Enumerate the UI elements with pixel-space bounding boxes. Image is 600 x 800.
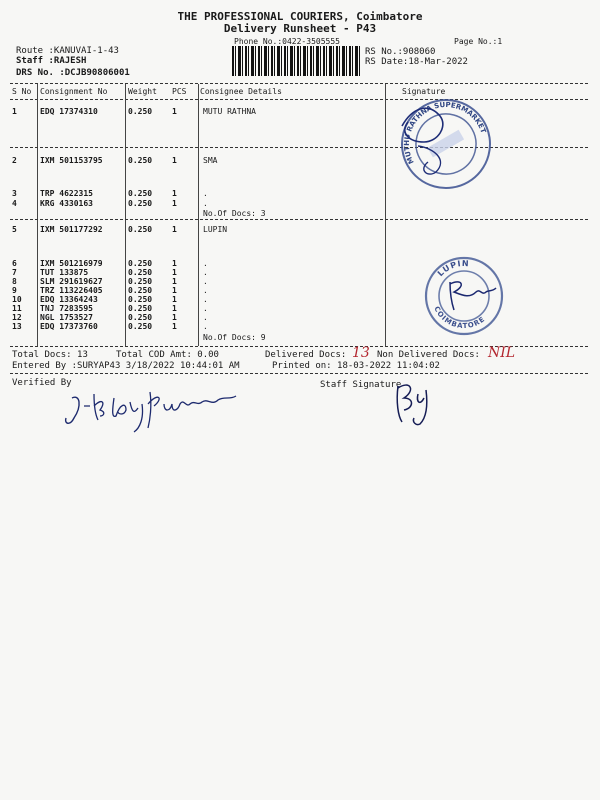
cell-consignee: . [203, 286, 208, 295]
cell-consignee: . [203, 268, 208, 277]
cell-weight: 0.250 [128, 277, 153, 286]
cell-weight: 0.250 [128, 259, 153, 268]
verified-by-signature [60, 384, 250, 444]
cell-sno: 13 [12, 322, 22, 331]
cell-sno: 12 [12, 313, 22, 322]
table-header-row [0, 87, 600, 97]
cell-consignment: NGL 1753527 [40, 313, 93, 322]
staff-info: Staff :RAJESH [16, 56, 87, 66]
cell-consignment: IXM 501153795 [40, 156, 103, 165]
cell-pcs: 1 [172, 304, 177, 313]
cell-consignment: IXM 501216979 [40, 259, 103, 268]
docs-count-note: No.Of Docs: 9 [203, 333, 266, 342]
cell-consignment: TUT 133875 [40, 268, 89, 277]
cell-sno: 10 [12, 295, 22, 304]
cell-consignment: EDQ 17373760 [40, 322, 98, 331]
table-row [0, 322, 600, 332]
cell-consignee: . [203, 304, 208, 313]
cell-sno: 9 [12, 286, 17, 295]
cell-pcs: 1 [172, 199, 177, 208]
cell-consignee: LUPIN [203, 225, 228, 234]
cell-sno: 5 [12, 225, 17, 234]
lupin-stamp [420, 252, 510, 342]
table-row [0, 107, 600, 117]
cell-sno: 2 [12, 156, 17, 165]
group-note-row [0, 333, 600, 343]
cell-pcs: 1 [172, 189, 177, 198]
total-cod-amount: Total COD Amt: 0.00 [116, 350, 219, 360]
staff-signature [390, 376, 440, 428]
cell-consignee: SMA [203, 156, 218, 165]
cell-consignment: TRZ 113226405 [40, 286, 103, 295]
cell-pcs: 1 [172, 225, 177, 234]
cell-pcs: 1 [172, 268, 177, 277]
cell-weight: 0.250 [128, 286, 153, 295]
document-title: THE PROFESSIONAL COURIERS, Coimbatore [177, 10, 423, 23]
cell-pcs: 1 [172, 313, 177, 322]
cell-weight: 0.250 [128, 156, 153, 165]
table-row [0, 225, 600, 235]
svg-text:COIMBATORE: COIMBATORE [432, 305, 487, 331]
table-row [0, 189, 600, 199]
rs-date: RS Date:18-Mar-2022 [365, 57, 468, 67]
total-docs: Total Docs: 13 [12, 350, 88, 360]
cell-pcs: 1 [172, 156, 177, 165]
rs-number: RS No.:908060 [365, 47, 436, 57]
group-note-row [0, 209, 600, 219]
cell-consignee: . [203, 322, 208, 331]
cell-sno: 3 [12, 189, 17, 198]
cell-pcs: 1 [172, 277, 177, 286]
printed-on: Printed on: 18-03-2022 11:04:02 [272, 361, 440, 371]
cell-consignment: IXM 501177292 [40, 225, 103, 234]
phone-number: Phone No.:0422-3505555 [234, 37, 340, 46]
docs-count-note: No.Of Docs: 3 [203, 209, 266, 218]
cell-consignment: TRP 4622315 [40, 189, 93, 198]
non-delivered-docs-label: Non Delivered Docs: [377, 350, 480, 360]
column-header-weight: Weight [128, 87, 157, 96]
cell-weight: 0.250 [128, 107, 153, 116]
cell-sno: 1 [12, 107, 17, 116]
document-subtitle: Delivery Runsheet - P43 [223, 22, 377, 35]
cell-consignment: EDQ 13364243 [40, 295, 98, 304]
column-header-signature: Signature [402, 87, 446, 96]
staff-signature-label: Staff Signature [320, 380, 402, 390]
cell-weight: 0.250 [128, 322, 153, 331]
drs-number: DRS No. :DCJB90806001 [16, 68, 130, 78]
svg-text:LUPIN: LUPIN [435, 258, 470, 279]
cell-weight: 0.250 [128, 295, 153, 304]
cell-consignment: KRG 4330163 [40, 199, 93, 208]
cell-weight: 0.250 [128, 199, 153, 208]
cell-weight: 0.250 [128, 189, 153, 198]
cell-sno: 4 [12, 199, 17, 208]
cell-sno: 7 [12, 268, 17, 277]
cell-consignee: . [203, 313, 208, 322]
cell-sno: 8 [12, 277, 17, 286]
cell-pcs: 1 [172, 107, 177, 116]
svg-text:MUTHU RATHNA SUPERMARKET: MUTHU RATHNA SUPERMARKET [402, 100, 488, 166]
table-header-rule [10, 99, 588, 100]
cell-sno: 11 [12, 304, 22, 313]
column-header-sno: S No [12, 87, 32, 96]
cell-pcs: 1 [172, 295, 177, 304]
column-header-consignment: Consignment No [40, 87, 108, 96]
muthu-rathna-stamp [388, 86, 498, 196]
group-separator [10, 147, 588, 148]
delivered-docs-value: 13 [352, 345, 370, 361]
cell-consignee: . [203, 199, 208, 208]
cell-consignee: MUTU RATHNA [203, 107, 256, 116]
cell-consignee: . [203, 277, 208, 286]
column-header-consignee: Consignee Details [200, 87, 282, 96]
cell-weight: 0.250 [128, 225, 153, 234]
cell-pcs: 1 [172, 286, 177, 295]
delivered-docs-label: Delivered Docs: [265, 350, 347, 360]
table-row [0, 156, 600, 166]
cell-consignment: TNJ 7283595 [40, 304, 93, 313]
cell-pcs: 1 [172, 259, 177, 268]
cell-consignment: SLM 291619627 [40, 277, 103, 286]
barcode [232, 46, 360, 76]
column-header-pcs: PCS [172, 87, 187, 96]
group-separator [10, 219, 588, 220]
cell-sno: 6 [12, 259, 17, 268]
table-row [0, 199, 600, 209]
cell-consignee: . [203, 295, 208, 304]
table-top-rule [10, 83, 588, 84]
non-delivered-docs-value: NIL [488, 345, 516, 361]
cell-weight: 0.250 [128, 268, 153, 277]
footer-rule [10, 373, 588, 374]
cell-consignment: EDQ 17374310 [40, 107, 98, 116]
cell-weight: 0.250 [128, 304, 153, 313]
page-number: Page No.:1 [454, 37, 503, 46]
cell-consignee: . [203, 189, 208, 198]
cell-weight: 0.250 [128, 313, 153, 322]
route-info: Route :KANUVAI-1-43 [16, 46, 119, 56]
cell-pcs: 1 [172, 322, 177, 331]
entered-by: Entered By :SURYAP43 3/18/2022 10:44:01 AM [12, 361, 240, 371]
verified-by-label: Verified By [12, 378, 72, 388]
cell-consignee: . [203, 259, 208, 268]
